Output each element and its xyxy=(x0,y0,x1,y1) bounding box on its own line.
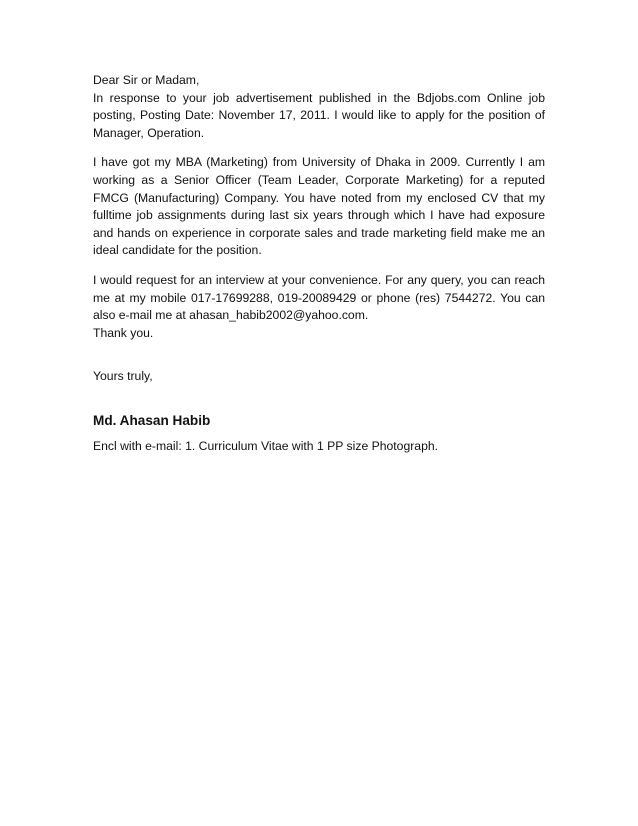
paragraph-contact: I would request for an interview at your convenience. For any query, you can reach me at my mobile 017-17699288, 019-20089429 or phone (res) 7544272. You can also e-mail me at ahasan_habib2002@yahoo.com. xyxy=(93,272,545,323)
salutation: Dear Sir or Madam, xyxy=(93,73,200,87)
enclosure-line: Encl with e-mail: 1. Curriculum Vitae with 1 PP size Photograph. xyxy=(93,438,439,453)
thanks-line: Thank you. xyxy=(93,325,154,340)
closing-line: Yours truly, xyxy=(93,369,153,384)
paragraph-background: I have got my MBA (Marketing) from University of Dhaka in 2009. Currently I am working as a Senior Officer (Team Leader, Corporate Marketing) for a reputed FMCG (Manufacturing) Company. You have noted from my enclosed CV that my fulltime job assignments during last six years through which I have had exposure and hands on experience in corporate sales and trade marketing field make me an ideal candidate for the position. xyxy=(93,155,545,258)
cover-letter xyxy=(93,72,545,456)
signature-name: Md. Ahasan Habib xyxy=(93,412,211,428)
paragraph-application: In response to your job advertisement published in the Bdjobs.com Online job posting, Posting Date: November 17, 2011. I would like to apply for the position of Manager, Operation. xyxy=(93,90,545,140)
